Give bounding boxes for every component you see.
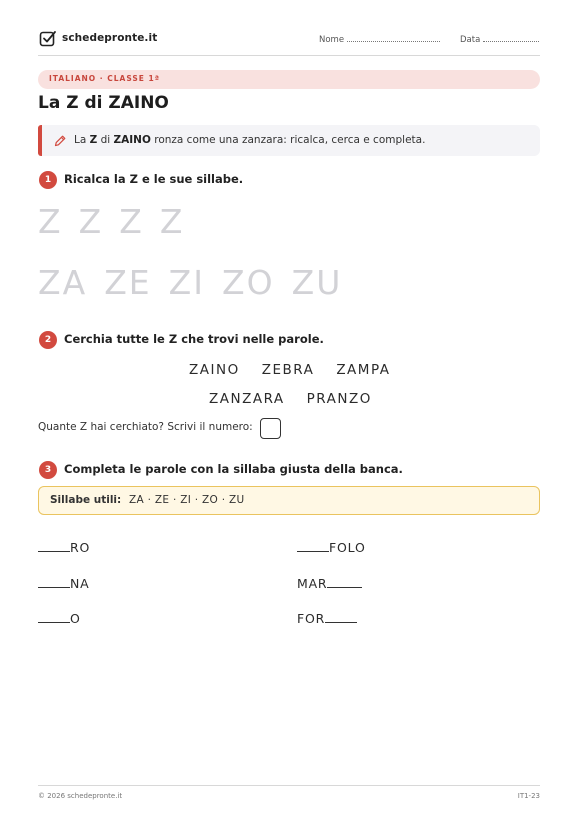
trace-letter[interactable]: Z [159, 202, 184, 241]
subject-banner [38, 70, 540, 89]
count-answer-box[interactable] [260, 418, 281, 439]
trace-letter[interactable]: Z [38, 202, 62, 241]
trace-syllable[interactable]: ZA [38, 263, 88, 302]
fill-blank[interactable] [327, 587, 362, 588]
date-field[interactable] [460, 35, 539, 45]
trace-letter[interactable]: Z [119, 202, 143, 241]
checkbox-logo-icon [39, 30, 57, 48]
section-2-title: Cerchia tutte le Z che trovi nelle parole. [64, 332, 324, 346]
fill-item-f: FOR [297, 611, 357, 626]
trace-letter[interactable]: Z [78, 202, 103, 241]
name-label: Nome [319, 35, 345, 45]
trace-letters-row[interactable] [38, 202, 200, 241]
intro-text: La Z di ZAINO ronza come una zanzara: ricalca, cerca e completa. [74, 134, 426, 146]
footer-code: IT1-23 [517, 792, 540, 800]
words-row-2 [209, 391, 372, 407]
fill-blank[interactable] [38, 587, 70, 588]
fill-item-b: FOLO [297, 540, 366, 555]
trace-syllable[interactable]: ZU [291, 263, 343, 302]
footer-copyright: © 2026 schedepronte.it [38, 792, 123, 800]
word-item[interactable]: PRANZO [306, 391, 372, 407]
header-divider [38, 55, 540, 56]
word-item[interactable]: ZEBRA [261, 362, 315, 378]
word-item[interactable]: ZAINO [189, 362, 240, 378]
fill-item-c: NA [38, 576, 90, 591]
fill-item-d: MAR [297, 576, 362, 591]
fill-item-a: RO [38, 540, 90, 555]
name-line [347, 41, 440, 42]
trace-syllable[interactable]: ZO [222, 263, 275, 302]
intro-accent-bar [38, 125, 42, 156]
section-1-number: 1 [39, 171, 57, 189]
footer-divider [38, 785, 540, 786]
count-question: Quante Z hai cerchiato? Scrivi il numero: [38, 421, 253, 433]
subject-label: ITALIANO · CLASSE 1ª [49, 74, 160, 83]
word-item[interactable]: ZANZARA [209, 391, 285, 407]
word-item[interactable]: ZAMPA [336, 362, 391, 378]
trace-syllable[interactable]: ZE [104, 263, 152, 302]
fill-item-e: O [38, 611, 81, 626]
section-1-title: Ricalca la Z e le sue sillabe. [64, 172, 244, 186]
trace-syllable[interactable]: ZI [168, 263, 205, 302]
intro-box [38, 125, 540, 156]
date-line [483, 41, 539, 42]
bank-syllables: ZA · ZE · ZI · ZO · ZU [129, 494, 245, 506]
name-field[interactable] [319, 35, 440, 45]
brand-name: schedepronte.it [62, 32, 158, 44]
trace-syllables-row[interactable] [38, 263, 359, 302]
fill-blank[interactable] [325, 622, 357, 623]
words-row-1 [189, 362, 390, 378]
section-2-number: 2 [39, 331, 57, 349]
section-3-number: 3 [39, 461, 57, 479]
date-label: Data [460, 35, 481, 45]
pencil-icon [53, 134, 67, 148]
fill-blank[interactable] [297, 551, 329, 552]
bank-label: Sillabe utili: [50, 494, 122, 506]
page-title: La Z di ZAINO [38, 93, 169, 113]
section-3-title: Completa le parole con la sillaba giusta della banca. [64, 462, 403, 476]
syllable-bank [38, 486, 540, 515]
fill-blank[interactable] [38, 622, 70, 623]
fill-blank[interactable] [38, 551, 70, 552]
